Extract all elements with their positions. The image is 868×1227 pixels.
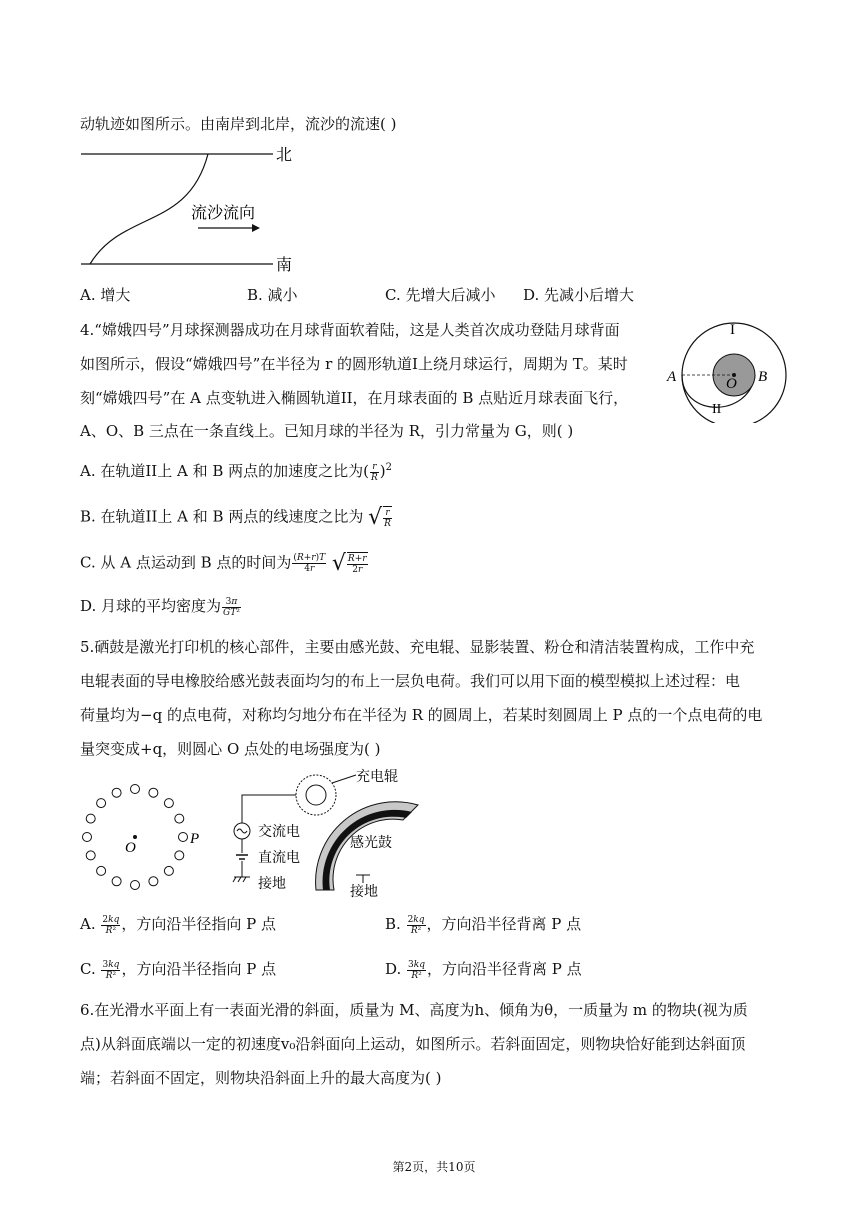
point-charge — [164, 799, 173, 808]
orbit-2-label: II — [712, 402, 722, 417]
point-o-label: O — [726, 376, 737, 392]
point-charge — [86, 851, 95, 860]
q4-stem-line-4: A、O、B 三点在一条直线上。已知月球的半径为 R，引力常量为 G，则( ) — [80, 422, 574, 440]
q5-charge-ring-figure — [75, 780, 205, 895]
q4-option-a: A. 在轨道II上 A 和 B 两点的加速度之比为( $\frac{r}{R}$ )$^2$ — [80, 461, 393, 483]
point-p-label: P — [190, 831, 200, 847]
q4-stem-line-2: 如图所示，假设“嫦娥四号”在半径为 r 的圆形轨道I上绕月球运行，周期为 T。某时 — [80, 355, 628, 373]
q4-stem-line-1: 4.“嫦娥四号”月球探测器成功在月球背面软着陆，这是人类首次成功登陆月球背面 — [80, 321, 620, 339]
drum-label: 感光鼓 — [350, 835, 392, 851]
q5-option-d: D. $\frac{3kq}{\text{R²}}$ ，方向沿半径背离 P 点 — [385, 959, 582, 981]
q5-option-c: C. $\frac{3kq}{\text{R²}}$ ，方向沿半径指向 P 点 — [80, 959, 277, 981]
point-a-label: A — [667, 369, 677, 385]
point-charge — [86, 814, 95, 823]
point-charge — [131, 785, 140, 794]
point-charge — [175, 851, 184, 860]
q3-river-figure — [78, 140, 308, 275]
q4-option-c: C. 从 A 点运动到 B 点的时间为 $\frac{(R+r)T}{4r}$ √ $\frac{R+r}{2r}$ — [80, 550, 367, 576]
point-charge — [175, 814, 184, 823]
q5-option-a: A. $\frac{2kq}{\text{R²}}$ ，方向沿半径指向 P 点 — [80, 914, 276, 936]
orbit-1-label: I — [730, 322, 735, 338]
q4-option-b: B. 在轨道II上 A 和 B 两点的线速度之比为 √ $\frac{r}{R}$ — [80, 504, 391, 530]
q3-option-d: D. 先减小后增大 — [523, 286, 635, 304]
page-footer: 第2页，共10页 — [392, 1160, 476, 1174]
point-b-label: B — [758, 369, 768, 385]
q5-stem-line-3: 荷量均为−q 的点电荷，对称均匀地分布在半径为 R 的圆周上，若某时刻圆周上 P 点的一个点电荷的电 — [80, 706, 763, 724]
ac-label: 交流电 — [258, 824, 300, 840]
south-label: 南 — [276, 255, 293, 274]
dc-label: 直流电 — [258, 850, 300, 866]
point-charge — [164, 866, 173, 875]
q5-stem-line-1: 5.硒鼓是激光打印机的核心部件，主要由感光鼓、充电辊、显影装置、粉仓和清洁装置构成，工作中充 — [80, 638, 755, 656]
point-charge — [131, 881, 140, 890]
roller-label: 充电辊 — [356, 769, 398, 785]
point-charge — [83, 833, 92, 842]
ground-label-1: 接地 — [258, 876, 286, 892]
q4-option-d: D. 月球的平均密度为 $\frac{3\pi}{\text{GT²}}$ — [80, 596, 240, 618]
q3-option-c: C. 先增大后减小 — [385, 286, 496, 304]
q5-drum-figure — [228, 765, 438, 900]
point-charge — [149, 788, 158, 797]
q5-option-b: B. $\frac{2kq}{\text{R²}}$ ，方向沿半径背离 P 点 — [385, 914, 582, 936]
point-charge — [149, 877, 158, 886]
point-charge — [179, 833, 188, 842]
q4-orbit-figure — [664, 318, 794, 423]
q6-stem-line-1: 6.在光滑水平面上有一表面光滑的斜面，质量为 M、高度为h、倾角为θ，一质量为 m 的物块(视为质 — [80, 1001, 748, 1019]
ground-label-2: 接地 — [350, 884, 378, 900]
flow-arrow-icon — [252, 224, 260, 232]
north-label: 北 — [276, 145, 293, 164]
point-charge — [112, 788, 121, 797]
point-charge — [97, 799, 106, 808]
q3-option-b: B. 减小 — [247, 286, 298, 304]
q4-stem-line-3: 刻“嫦娥四号”在 A 点变轨进入椭圆轨道II，在月球表面的 B 点贴近月球表面飞行， — [80, 389, 629, 407]
q3-stem-tail: 动轨迹如图所示。由南岸到北岸，流沙的流速( ) — [80, 115, 397, 133]
q5-stem-line-2: 电辊表面的导电橡胶给感光鼓表面均匀的布上一层负电荷。我们可以用下面的模型模拟上述过程：电 — [80, 672, 741, 690]
q6-stem-line-3: 端；若斜面不固定，则物块沿斜面上升的最大高度为( ) — [80, 1069, 442, 1087]
center-o-label: O — [125, 840, 136, 856]
q5-stem-line-4: 量突变成+q，则圆心 O 点处的电场强度为( ) — [80, 740, 381, 758]
point-charge — [97, 866, 106, 875]
q6-stem-line-2: 点)从斜面底端以一定的初速度v₀沿斜面向上运动，如图所示。若斜面固定，则物块恰好能到达斜面顶 — [80, 1035, 746, 1053]
point-charge — [112, 877, 121, 886]
flow-label: 流沙流向 — [191, 203, 256, 222]
q3-option-a: A. 增大 — [80, 286, 131, 304]
